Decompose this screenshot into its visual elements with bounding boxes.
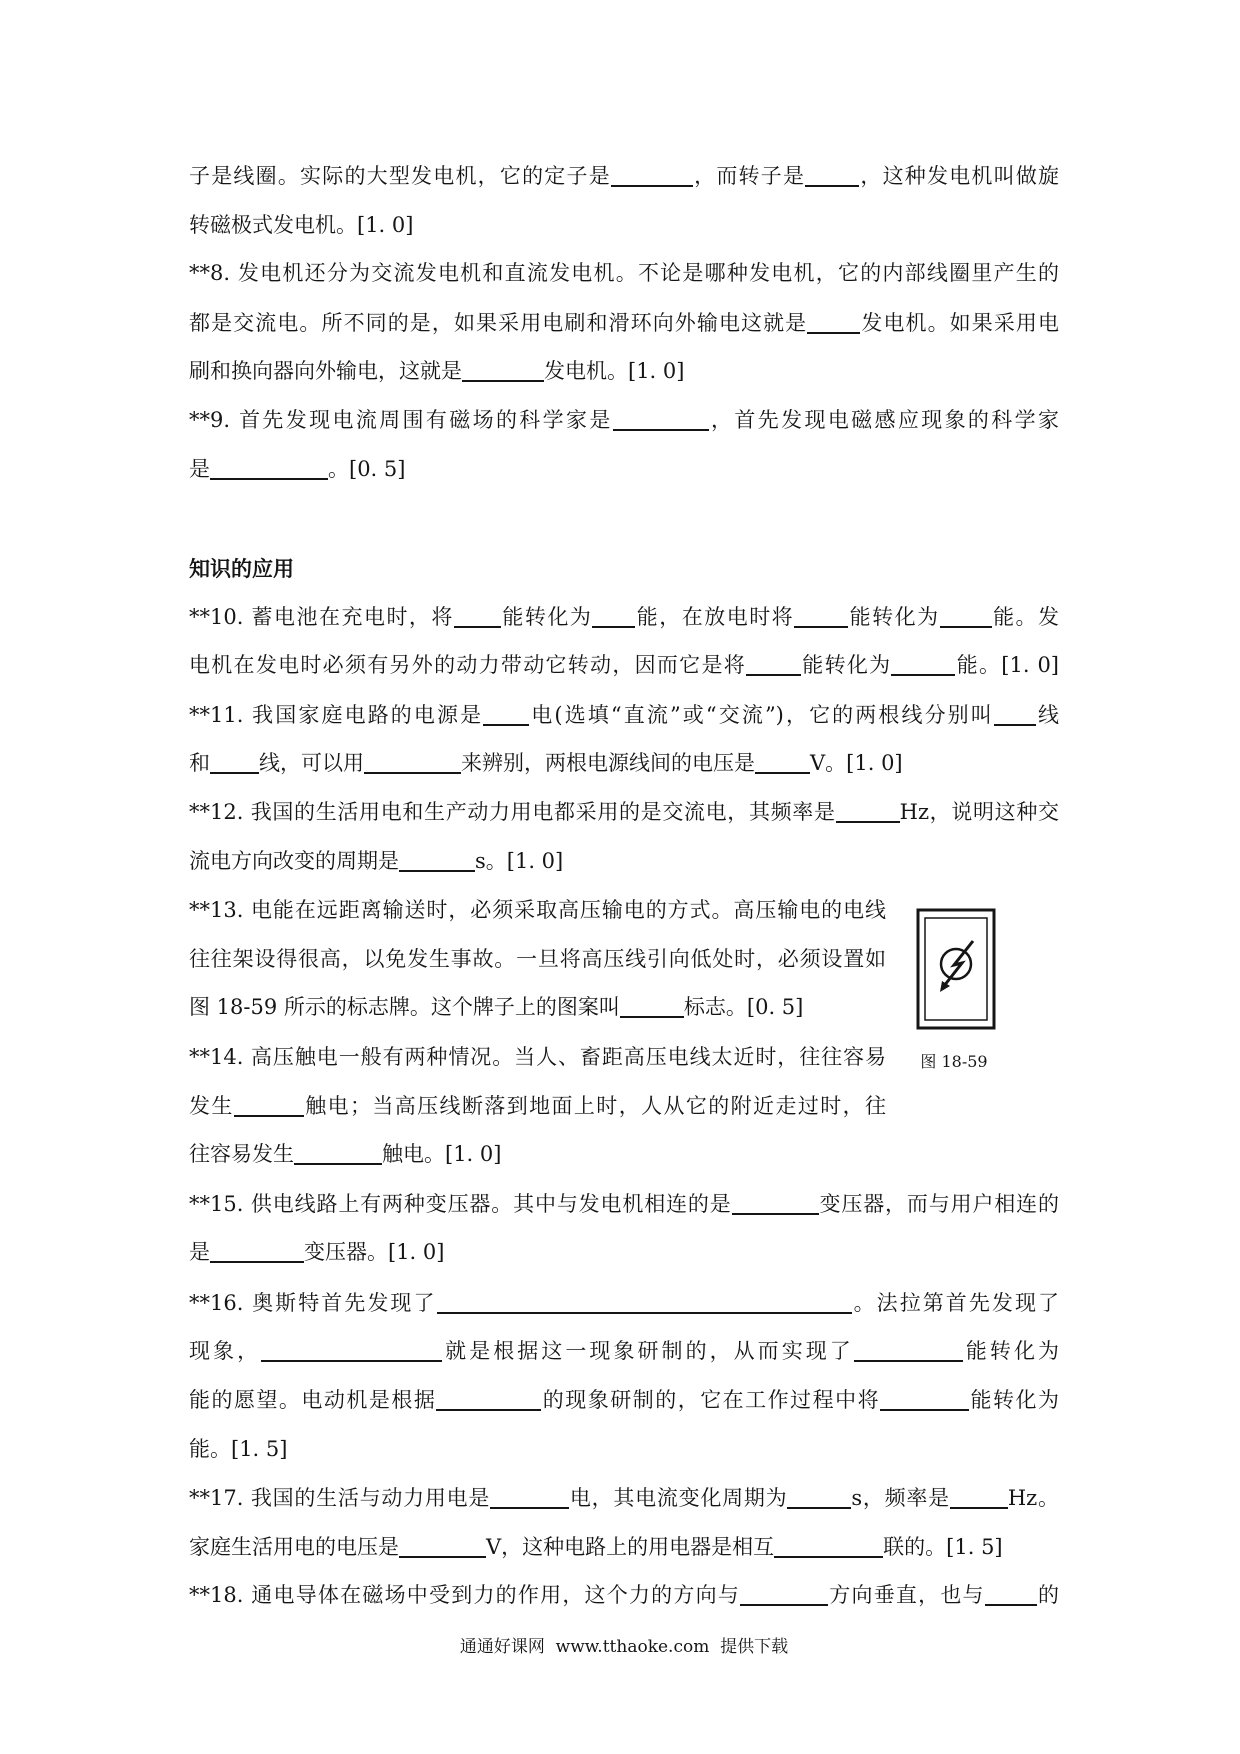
text-segment: **18. 通电导体在磁场中受到力的作用，这个力的方向与: [189, 1583, 741, 1607]
text-segment: **16. 奥斯特首先发现了: [189, 1291, 437, 1315]
text-segment: ，而转子是: [692, 164, 806, 188]
answer-blank: [210, 462, 328, 480]
text-segment: 标志。[0. 5]: [683, 995, 804, 1019]
text-line: [189, 201, 1059, 250]
text-line: [189, 1228, 1059, 1277]
text-segment: 转磁极式发电机。[1. 0]: [189, 213, 414, 237]
text-segment: 能，在放电时将: [635, 605, 795, 629]
answer-blank: [210, 756, 259, 774]
question-10-line: [189, 593, 1059, 642]
text-segment: 能转化为: [848, 605, 940, 629]
text-segment: **11. 我国家庭电路的电源是: [189, 703, 484, 727]
text-segment: 的现象研制的，它在工作过程中将: [541, 1388, 881, 1412]
text-line: [189, 1376, 1059, 1425]
answer-blank: [805, 169, 859, 187]
question-18-line: [189, 1571, 1059, 1620]
answer-blank: [399, 1540, 486, 1558]
text-segment: **17. 我国的生活与动力用电是: [189, 1486, 491, 1510]
text-segment: 是: [189, 1240, 210, 1264]
answer-blank: [985, 1588, 1037, 1606]
answer-blank: [399, 854, 475, 872]
answer-blank: [774, 1540, 883, 1558]
question-17-line: [189, 1474, 1059, 1523]
text-line: [189, 739, 1059, 788]
answer-blank: [613, 413, 709, 431]
text-line: [189, 837, 1059, 886]
answer-blank: [994, 708, 1036, 726]
text-segment: s，频率是: [851, 1486, 950, 1510]
text-segment: **10. 蓄电池在充电时，将: [189, 605, 454, 629]
text-segment: **14. 高压触电一般有两种情况。当人、畜距高压电线太近时，往往容易: [189, 1045, 886, 1069]
text-segment: 能转化为: [801, 653, 892, 677]
answer-blank: [794, 610, 848, 628]
text-segment: **9. 首先发现电流周围有磁场的科学家是: [189, 408, 613, 432]
text-segment: ，这种发电机叫做旋: [859, 164, 1059, 188]
text-segment: **13. 电能在远距离输送时，必须采取高压输电的方式。高压输电的电线: [189, 898, 886, 922]
text-segment: 电(选填“直流”或“交流”)，它的两根线分别叫: [529, 703, 994, 727]
answer-blank: [611, 169, 693, 187]
text-segment: V，这种电路上的用电器是相互: [486, 1535, 775, 1559]
answer-blank: [483, 708, 529, 726]
text-segment: 往容易发生: [189, 1142, 294, 1166]
question-13-line: [189, 886, 886, 935]
question-16-line: [189, 1279, 1059, 1328]
text-segment: 能转化为: [500, 605, 593, 629]
text-line: [189, 445, 1059, 494]
question-11-line: [189, 691, 1059, 740]
answer-blank: [732, 1197, 819, 1215]
page-footer: 通通好课网 www.tthaoke.com 提供下载: [459, 1637, 789, 1657]
text-segment: 流电方向改变的周期是: [189, 849, 399, 873]
text-line: [189, 347, 1059, 396]
text-segment: 线，可以用: [259, 751, 364, 775]
question-12-line: [189, 788, 1059, 837]
answer-blank: [880, 1393, 969, 1411]
text-segment: 能。[1. 5]: [189, 1437, 288, 1461]
text-segment: ，首先发现电磁感应现象的科学家: [708, 408, 1059, 432]
text-line: [189, 1327, 1059, 1376]
text-segment: 发电机。[1. 0]: [544, 359, 685, 383]
text-segment: 能。发: [991, 605, 1059, 629]
answer-blank: [787, 1491, 851, 1509]
text-segment: 触电；当高压线断落到地面上时，人从它的附近走过时，往: [303, 1094, 886, 1118]
answer-blank: [836, 805, 900, 823]
text-segment: 子是线圈。实际的大型发电机，它的定子是: [189, 164, 611, 188]
text-line: [189, 1523, 1059, 1572]
high-voltage-sign: [916, 908, 996, 1030]
text-segment: 都是交流电。所不同的是，如果采用电刷和滑环向外输电这就是: [189, 311, 808, 335]
text-segment: **8. 发电机还分为交流发电机和直流发电机。不论是哪种发电机，它的内部线圈里产生的: [189, 261, 1059, 285]
question-8-line: [189, 249, 1059, 298]
answer-blank: [462, 364, 544, 382]
text-segment: 发生: [189, 1094, 234, 1118]
answer-blank: [891, 658, 955, 676]
text-line: [189, 935, 886, 984]
text-segment: 电机在发电时必须有另外的动力带动它转动，因而它是将: [189, 653, 747, 677]
answer-blank: [807, 316, 860, 334]
text-line: [189, 1082, 886, 1131]
text-segment: 发电机。如果采用电: [860, 311, 1059, 335]
text-segment: 能的愿望。电动机是根据: [189, 1388, 437, 1412]
answer-blank: [454, 610, 501, 628]
question-9-line: [189, 396, 1059, 445]
answer-blank: [234, 1099, 304, 1117]
text-segment: 的: [1036, 1583, 1059, 1607]
text-segment: 能。[1. 0]: [955, 653, 1059, 677]
text-segment: V。[1. 0]: [810, 751, 903, 775]
answer-blank: [364, 756, 461, 774]
figure-caption: 图 18-59: [920, 1052, 988, 1071]
answer-blank: [437, 1296, 852, 1314]
text-line: [189, 299, 1059, 348]
text-segment: Hz。: [1007, 1486, 1059, 1510]
text-segment: s。[1. 0]: [475, 849, 564, 873]
answer-blank: [490, 1491, 569, 1509]
text-segment: 方向垂直，也与: [828, 1583, 985, 1607]
answer-blank: [740, 1588, 828, 1606]
text-segment: 和: [189, 751, 210, 775]
question-15-line: [189, 1180, 1059, 1229]
text-segment: 现象，: [189, 1339, 262, 1363]
section-heading: 知识的应用: [189, 556, 294, 581]
text-segment: 能转化为: [969, 1388, 1059, 1412]
answer-blank: [854, 1344, 963, 1362]
text-segment: 家庭生活用电的电压是: [189, 1535, 399, 1559]
text-segment: 线: [1035, 703, 1059, 727]
text-segment: 变压器。[1. 0]: [304, 1240, 445, 1264]
text-segment: **12. 我国的生活用电和生产动力用电都采用的是交流电，其频率是: [189, 800, 836, 824]
answer-blank: [746, 658, 801, 676]
answer-blank: [620, 1000, 684, 1018]
text-segment: 能转化为: [962, 1339, 1059, 1363]
text-line: [189, 983, 886, 1032]
text-line: [189, 152, 1059, 201]
text-segment: 电，其电流变化周期为: [569, 1486, 788, 1510]
text-segment: 是: [189, 457, 210, 481]
text-segment: **15. 供电线路上有两种变压器。其中与发电机相连的是: [189, 1192, 732, 1216]
high-voltage-lightning-icon: [916, 908, 996, 1030]
text-line: [189, 1130, 886, 1179]
answer-blank: [755, 756, 810, 774]
question-14-line: [189, 1033, 886, 1082]
text-segment: 刷和换向器向外输电，这就是: [189, 359, 462, 383]
answer-blank: [210, 1245, 304, 1263]
text-segment: 来辨别，两根电源线间的电压是: [461, 751, 755, 775]
answer-blank: [294, 1147, 382, 1165]
answer-blank: [950, 1491, 1008, 1509]
answer-blank: [436, 1393, 541, 1411]
text-segment: 图 18-59 所示的标志牌。这个牌子上的图案叫: [189, 995, 620, 1019]
answer-blank: [261, 1344, 442, 1362]
text-segment: 往往架设得很高，以免发生事故。一旦将高压线引向低处时，必须设置如: [189, 947, 886, 971]
text-line: [189, 1425, 1059, 1474]
text-segment: Hz，说明这种交: [899, 800, 1059, 824]
answer-blank: [592, 610, 635, 628]
text-segment: 联的。[1. 5]: [883, 1535, 1003, 1559]
text-segment: 触电。[1. 0]: [382, 1142, 502, 1166]
answer-blank: [940, 610, 992, 628]
text-segment: 就是根据这一现象研制的，从而实现了: [442, 1339, 854, 1363]
text-segment: 。[0. 5]: [328, 457, 406, 481]
text-line: [189, 641, 1059, 690]
text-segment: 。法拉第首先发现了: [851, 1291, 1059, 1315]
text-segment: 变压器，而与用户相连的: [818, 1192, 1059, 1216]
